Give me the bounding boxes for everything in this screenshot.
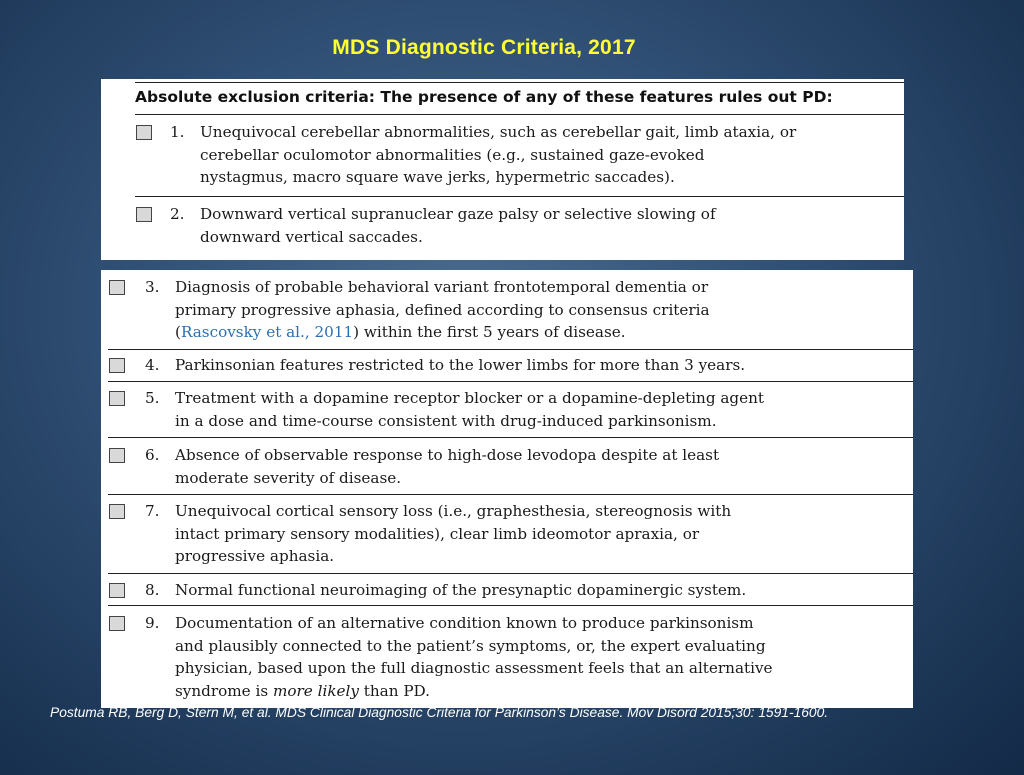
criterion-item-3	[108, 276, 908, 346]
criterion-text-part: Diagnosis of probable behavioral variant frontotemporal dementia or primary progressive aphasia, defined according to consensus criteria (	[175, 278, 710, 341]
criterion-number: 3.	[145, 278, 160, 296]
divider	[108, 494, 913, 495]
checkbox[interactable]	[136, 207, 152, 222]
checkbox[interactable]	[109, 504, 125, 519]
emphasis-text: more likely	[272, 681, 359, 700]
checkbox[interactable]	[109, 280, 125, 295]
criterion-text: Downward vertical supranuclear gaze palsy or selective slowing of downward vertical saccades.	[200, 205, 716, 246]
checkbox[interactable]	[109, 391, 125, 406]
criterion-text-part: than PD.	[358, 681, 431, 700]
criterion-text	[175, 612, 905, 702]
criteria-header: Absolute exclusion criteria: The presence of any of these features rules out PD:	[135, 88, 833, 106]
divider	[135, 196, 904, 197]
criterion-text: Absence of observable response to high-dose levodopa despite at least moderate severity of disease.	[175, 446, 720, 487]
criterion-number: 2.	[170, 205, 185, 223]
criterion-number: 5.	[145, 389, 160, 407]
exclusion-criteria-panel-bottom	[101, 270, 913, 708]
checkbox[interactable]	[109, 616, 125, 631]
divider	[108, 437, 913, 438]
criterion-text: Parkinsonian features restricted to the lower limbs for more than 3 years.	[175, 356, 746, 374]
checkbox[interactable]	[109, 583, 125, 598]
criterion-item-1	[135, 121, 904, 193]
checkbox[interactable]	[136, 125, 152, 140]
divider	[108, 349, 913, 350]
criterion-number: 4.	[145, 356, 160, 374]
criterion-number: 6.	[145, 446, 160, 464]
criterion-text: Unequivocal cerebellar abnormalities, such as cerebellar gait, limb ataxia, or cerebellar oculomotor abnormalities (e.g., sustained gaze-evoked nystagmus, macro square wave jerks, hypermetric saccades).	[200, 123, 797, 186]
criterion-text	[175, 276, 905, 344]
divider	[108, 605, 913, 606]
checkbox[interactable]	[109, 448, 125, 463]
criterion-number: 9.	[145, 614, 160, 632]
checkbox[interactable]	[109, 358, 125, 373]
criterion-number: 1.	[170, 123, 185, 141]
divider	[108, 573, 913, 574]
citation: Postuma RB, Berg D, Stern M, et al. MDS Clinical Diagnostic Criteria for Parkinson’s Disease. Mov Disord 2015;30: 1591-1600.	[50, 705, 829, 720]
criterion-item-9	[108, 612, 908, 704]
criterion-item-4	[108, 354, 908, 378]
criterion-text: Treatment with a dopamine receptor blocker or a dopamine-depleting agent in a dose and time-course consistent with drug-induced parkinsonism.	[175, 389, 765, 430]
criterion-text-part: Documentation of an alternative condition known to produce parkinsonism and plausibly connected to the patient’s symptoms, or, the expert evaluating physician, based upon the full diagnostic assessment feels that an alternative syndrome is	[175, 614, 773, 700]
criterion-text: Unequivocal cortical sensory loss (i.e., graphesthesia, stereognosis with intact primary sensory modalities), clear limb ideomotor apraxia, or progressive aphasia.	[175, 502, 732, 565]
divider	[135, 114, 904, 115]
criterion-number: 8.	[145, 581, 160, 599]
criterion-item-8	[108, 579, 908, 603]
exclusion-criteria-panel-top	[101, 79, 904, 260]
reference-link[interactable]: Rascovsky et al., 2011	[180, 323, 354, 341]
criterion-text-part: ) within the first 5 years of disease.	[353, 323, 626, 341]
divider	[135, 82, 904, 83]
criterion-number: 7.	[145, 502, 160, 520]
criterion-text: Normal functional neuroimaging of the presynaptic dopaminergic system.	[175, 581, 747, 599]
criterion-item-5	[108, 387, 908, 435]
criterion-item-2	[135, 203, 904, 251]
criterion-item-6	[108, 444, 908, 492]
divider	[108, 381, 913, 382]
criterion-item-7	[108, 500, 908, 570]
slide-title: MDS Diagnostic Criteria, 2017	[332, 36, 636, 59]
